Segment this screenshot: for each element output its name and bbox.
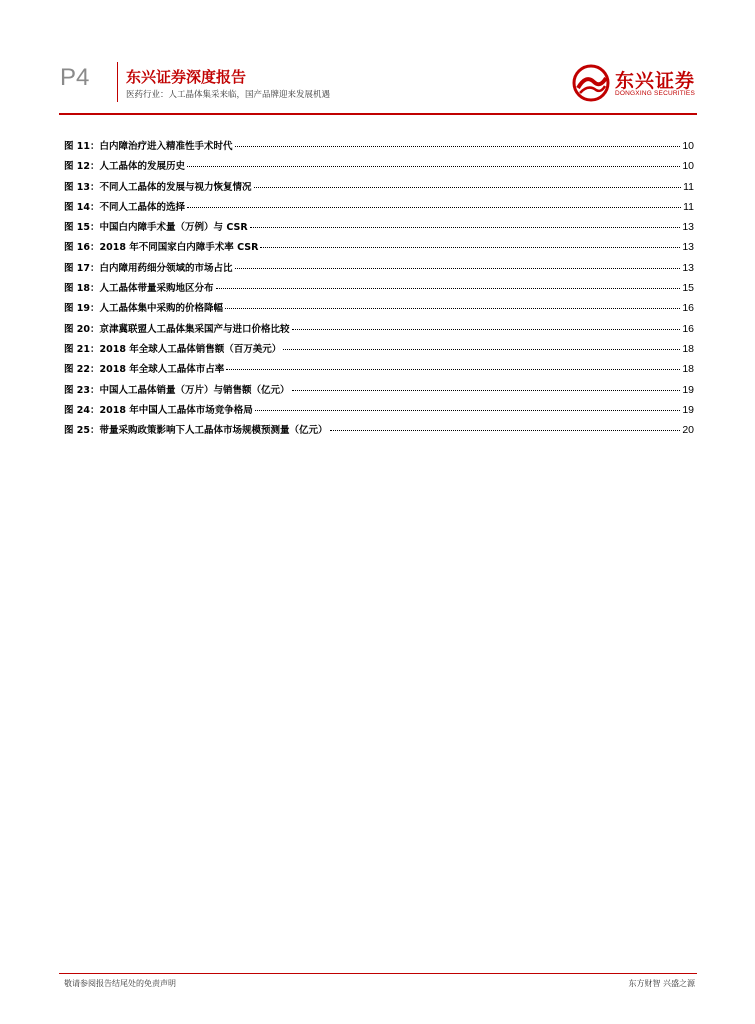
- logo-subtext: DONGXING SECURITIES: [615, 90, 696, 97]
- footer-slogan: 东方财智 兴盛之源: [628, 979, 695, 988]
- report-subtitle: 医药行业：人工晶体集采来临，国产品牌迎来发展机遇: [126, 90, 331, 100]
- toc-page: 10: [682, 140, 694, 152]
- toc-leader: [330, 430, 681, 431]
- toc-leader: [260, 247, 680, 248]
- toc-leader: [235, 146, 681, 147]
- toc-entry[interactable]: [64, 280, 694, 300]
- toc-page: 18: [682, 363, 694, 376]
- toc-leader: [235, 268, 681, 269]
- toc-label: 图 16：2018 年不同国家白内障手术率 CSR: [64, 242, 259, 254]
- logo-emblem-icon: [572, 64, 610, 102]
- toc-label: 图 15：中国白内障手术量（万例）与 CSR: [64, 222, 248, 234]
- logo-text: 东兴证券: [615, 70, 696, 92]
- toc-page: 13: [682, 221, 694, 234]
- toc-label: 图 21：2018 年全球人工晶体销售额（百万美元）: [64, 343, 282, 355]
- toc-leader: [250, 227, 681, 228]
- toc-label: 图 14：不同人工晶体的选择: [64, 201, 186, 213]
- toc-page: 15: [682, 282, 694, 295]
- toc-leader: [216, 288, 681, 289]
- toc-leader: [187, 207, 681, 208]
- toc-leader: [292, 329, 681, 330]
- toc-page: 11: [683, 180, 694, 193]
- toc-label: 图 18：人工晶体带量采购地区分布: [64, 283, 214, 295]
- toc-label: 图 20：京津冀联盟人工晶体集采国产与进口价格比较: [64, 323, 290, 335]
- page-number: P4: [60, 64, 90, 91]
- toc-page: 16: [682, 302, 694, 315]
- header-divider: [117, 62, 118, 102]
- toc-entry[interactable]: [64, 199, 694, 219]
- toc-page: 11: [683, 200, 694, 213]
- toc-leader: [226, 369, 680, 370]
- toc-entry[interactable]: [64, 138, 694, 158]
- toc-entry[interactable]: [64, 179, 694, 199]
- toc-entry[interactable]: [64, 239, 694, 259]
- toc-entry[interactable]: [64, 260, 694, 280]
- toc-leader: [283, 349, 680, 350]
- toc-label: 图 24：2018 年中国人工晶体市场竞争格局: [64, 404, 253, 416]
- toc-label: 图 13：不同人工晶体的发展与视力恢复情况: [64, 181, 252, 193]
- figure-index: [64, 138, 694, 442]
- toc-leader: [225, 308, 680, 309]
- toc-entry[interactable]: [64, 382, 694, 402]
- toc-label: 图 17：白内障用药细分领域的市场占比: [64, 262, 233, 274]
- toc-entry[interactable]: [64, 422, 694, 442]
- footer-rule: [59, 973, 697, 974]
- toc-label: 图 11：白内障治疗进入精准性手术时代: [64, 141, 233, 152]
- toc-page: 19: [682, 383, 694, 396]
- toc-page: 13: [682, 241, 694, 254]
- toc-entry[interactable]: [64, 219, 694, 239]
- toc-entry[interactable]: [64, 321, 694, 341]
- toc-page: 18: [682, 342, 694, 355]
- footer-disclaimer: 敬请参阅报告结尾处的免责声明: [64, 979, 176, 988]
- toc-page: 19: [682, 403, 694, 416]
- toc-label: 图 12：人工晶体的发展历史: [64, 161, 186, 173]
- toc-leader: [187, 166, 680, 167]
- toc-entry[interactable]: [64, 361, 694, 381]
- toc-entry[interactable]: [64, 341, 694, 361]
- toc-label: 图 23：中国人工晶体销量（万片）与销售额（亿元）: [64, 384, 290, 396]
- toc-label: 图 22：2018 年全球人工晶体市占率: [64, 364, 225, 376]
- toc-label: 图 19：人工晶体集中采购的价格降幅: [64, 303, 224, 315]
- toc-entry[interactable]: [64, 300, 694, 320]
- toc-leader: [292, 390, 681, 391]
- toc-leader: [254, 187, 682, 188]
- company-logo: [572, 64, 702, 102]
- toc-page: 16: [682, 322, 694, 335]
- toc-page: 20: [682, 424, 694, 437]
- toc-label: 图 25：带量采购政策影响下人工晶体市场规模预测量（亿元）: [64, 425, 328, 437]
- toc-page: 10: [682, 160, 694, 173]
- toc-entry[interactable]: [64, 158, 694, 178]
- toc-leader: [255, 410, 681, 411]
- toc-entry[interactable]: [64, 402, 694, 422]
- report-title: 东兴证券深度报告: [126, 68, 247, 86]
- toc-page: 13: [682, 261, 694, 274]
- header-rule: [59, 113, 697, 115]
